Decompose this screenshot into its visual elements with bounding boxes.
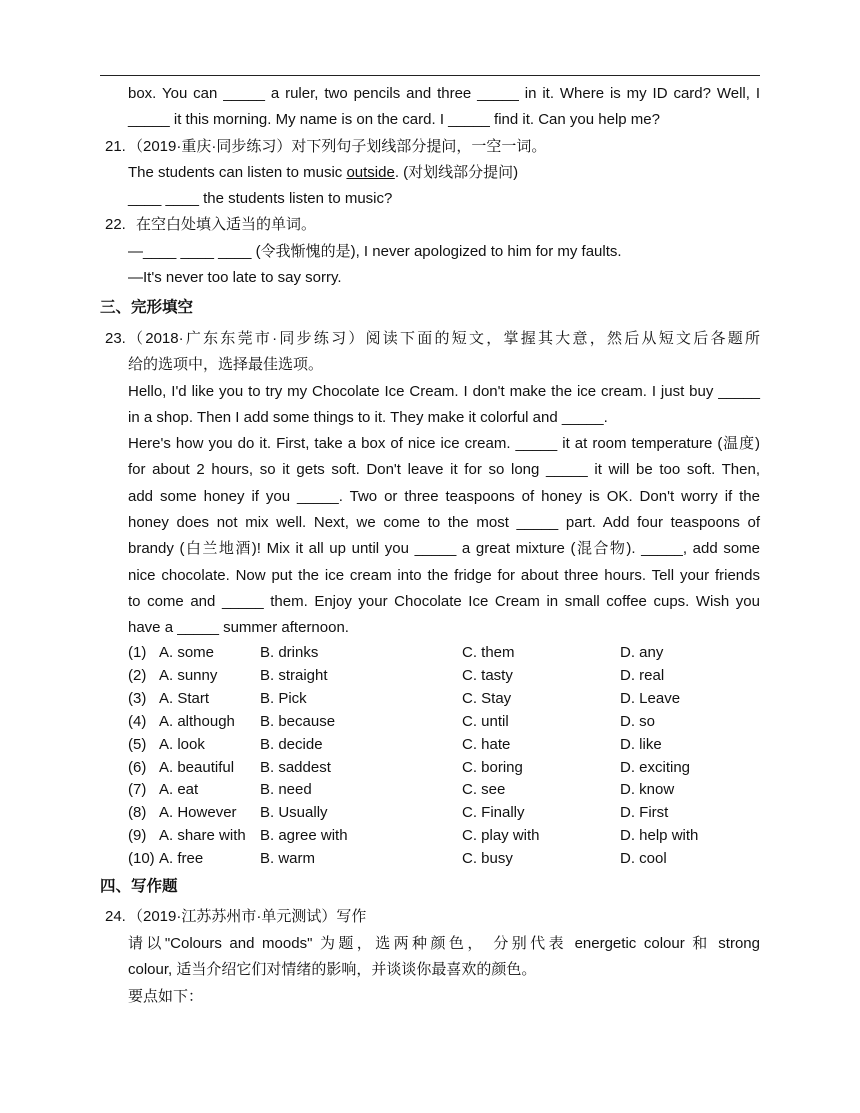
question-prompt: 请以"Colours and moods" 为题，选两种颜色， 分别代表 energetic colour 和 strong bbox=[128, 935, 760, 952]
item-number: (1) bbox=[128, 644, 147, 661]
item-number: (2) bbox=[128, 666, 147, 684]
option-d: D. cool bbox=[620, 850, 667, 868]
option-c: C. hate bbox=[462, 735, 511, 753]
question-number: 24. bbox=[105, 908, 126, 925]
underlined-word: outside bbox=[346, 164, 395, 181]
question-heading: 给的选项中，选择最佳选项。 bbox=[128, 356, 324, 373]
header-rule bbox=[100, 75, 760, 76]
passage-line: Here's how you do it. First, take a box of nice ice cream. _____ it at room temperature (温度) bbox=[128, 435, 760, 452]
passage-line: box. You can _____ a ruler, two pencils and three _____ in it. Where is my ID card? Well, I bbox=[128, 85, 760, 102]
option-d: D. help with bbox=[620, 827, 699, 845]
option-b: B. decide bbox=[260, 735, 323, 753]
option-a: A. look bbox=[159, 735, 205, 753]
option-d: D. any bbox=[620, 644, 664, 661]
passage-line: for about 2 hours, so it gets soft. Don't leave it for so long _____ it will be too soft. Then, bbox=[128, 461, 760, 478]
option-d: D. know bbox=[620, 781, 675, 799]
option-c: C. tasty bbox=[462, 666, 513, 684]
item-number: (10) bbox=[128, 850, 155, 868]
item-number: (3) bbox=[128, 689, 147, 707]
passage-line: to come and _____ them. Enjoy your Chocolate Ice Cream in small coffee cups. Wish you bbox=[128, 593, 760, 610]
option-b: B. Usually bbox=[260, 804, 328, 822]
answer-line: ____ ____ the students listen to music? bbox=[128, 190, 393, 207]
option-c: C. see bbox=[462, 781, 506, 799]
option-a: A. some bbox=[159, 644, 215, 661]
passage-line: nice chocolate. Now put the ice cream into the fridge for about three hours. Tell your friends bbox=[128, 567, 760, 584]
item-number: (5) bbox=[128, 735, 147, 753]
option-d: D. exciting bbox=[620, 758, 691, 776]
question-number: 21. bbox=[105, 138, 126, 155]
question-prompt: colour, 适当介绍它们对情绪的影响，并谈谈你最喜欢的颜色。 bbox=[128, 961, 537, 978]
option-row bbox=[128, 826, 768, 846]
item-number: (8) bbox=[128, 804, 147, 822]
option-c: C. Stay bbox=[462, 689, 512, 707]
option-row bbox=[128, 803, 768, 823]
option-row bbox=[128, 758, 768, 778]
item-number: (6) bbox=[128, 758, 147, 776]
item-number: (7) bbox=[128, 781, 147, 799]
question-number: 23. bbox=[105, 330, 126, 347]
option-d: D. Leave bbox=[620, 689, 681, 707]
option-b: B. drinks bbox=[260, 644, 319, 661]
option-row bbox=[128, 712, 768, 732]
option-a: A. share with bbox=[159, 827, 246, 845]
option-c: C. play with bbox=[462, 827, 540, 845]
section-title: 三、完形填空 bbox=[100, 299, 194, 316]
option-a: A. Start bbox=[159, 689, 210, 707]
option-b: B. straight bbox=[260, 666, 328, 684]
question-sentence bbox=[128, 163, 518, 183]
option-d: D. First bbox=[620, 804, 669, 822]
option-c: C. boring bbox=[462, 758, 523, 776]
option-b: B. need bbox=[260, 781, 312, 799]
passage-line: add some honey if you _____. Two or three teaspoons of honey is OK. Don't worry if the bbox=[128, 488, 760, 505]
sentence-text: The students can listen to music bbox=[128, 164, 347, 181]
option-b: B. agree with bbox=[260, 827, 348, 845]
question-number: 22. bbox=[105, 216, 126, 233]
option-c: C. them bbox=[462, 644, 515, 661]
option-c: C. Finally bbox=[462, 804, 525, 822]
option-a: A. beautiful bbox=[159, 758, 235, 776]
option-d: D. real bbox=[620, 666, 665, 684]
option-b: B. warm bbox=[260, 850, 316, 868]
question-heading: （2018·广东东莞市·同步练习）阅读下面的短文，掌握其大意，然后从短文后各题所 bbox=[128, 330, 760, 347]
option-b: B. saddest bbox=[260, 758, 331, 776]
passage-line: honey does not mix well. Next, we come to the most _____ part. Add four teaspoons of bbox=[128, 514, 760, 531]
option-row bbox=[128, 643, 768, 663]
option-row bbox=[128, 780, 768, 800]
option-a: A. eat bbox=[159, 781, 199, 799]
passage-line: brandy (白兰地酒)! Mix it all up until you _____ a great mixture (混合物). _____, add some bbox=[128, 540, 760, 557]
item-number: (4) bbox=[128, 712, 147, 730]
question-prompt: 要点如下： bbox=[128, 988, 204, 1005]
dialogue-line: —____ ____ ____ (令我惭愧的是), I never apologized to him for my faults. bbox=[128, 243, 622, 260]
option-row bbox=[128, 689, 768, 709]
option-a: A. However bbox=[159, 804, 237, 822]
option-d: D. so bbox=[620, 712, 656, 730]
item-number: (9) bbox=[128, 827, 147, 845]
option-row bbox=[128, 666, 768, 686]
option-b: B. Pick bbox=[260, 689, 307, 707]
dialogue-line: —It's never too late to say sorry. bbox=[128, 269, 342, 286]
option-b: B. because bbox=[260, 712, 336, 730]
question-heading: （2019·重庆·同步练习）对下列句子划线部分提问，一空一词。 bbox=[128, 138, 547, 155]
sentence-text: . (对划线部分提问) bbox=[394, 164, 519, 181]
option-a: A. sunny bbox=[159, 666, 218, 684]
passage-line: Hello, I'd like you to try my Chocolate Ice Cream. I don't make the ice cream. I just buy _____ bbox=[128, 383, 760, 400]
option-a: A. free bbox=[159, 850, 204, 868]
section-title: 四、写作题 bbox=[100, 878, 178, 895]
passage-line: have a _____ summer afternoon. bbox=[128, 619, 349, 636]
question-heading: 在空白处填入适当的单词。 bbox=[136, 216, 317, 233]
option-row bbox=[128, 849, 768, 869]
option-a: A. although bbox=[159, 712, 235, 730]
question-heading: （2019·江苏苏州市·单元测试）写作 bbox=[128, 908, 367, 925]
passage-line: _____ it this morning. My name is on the card. I _____ find it. Can you help me? bbox=[128, 111, 660, 128]
passage-line: in a shop. Then I add some things to it. They make it colorful and _____. bbox=[128, 409, 608, 426]
option-row bbox=[128, 735, 768, 755]
option-c: C. busy bbox=[462, 850, 513, 868]
option-c: C. until bbox=[462, 712, 509, 730]
option-d: D. like bbox=[620, 735, 662, 753]
